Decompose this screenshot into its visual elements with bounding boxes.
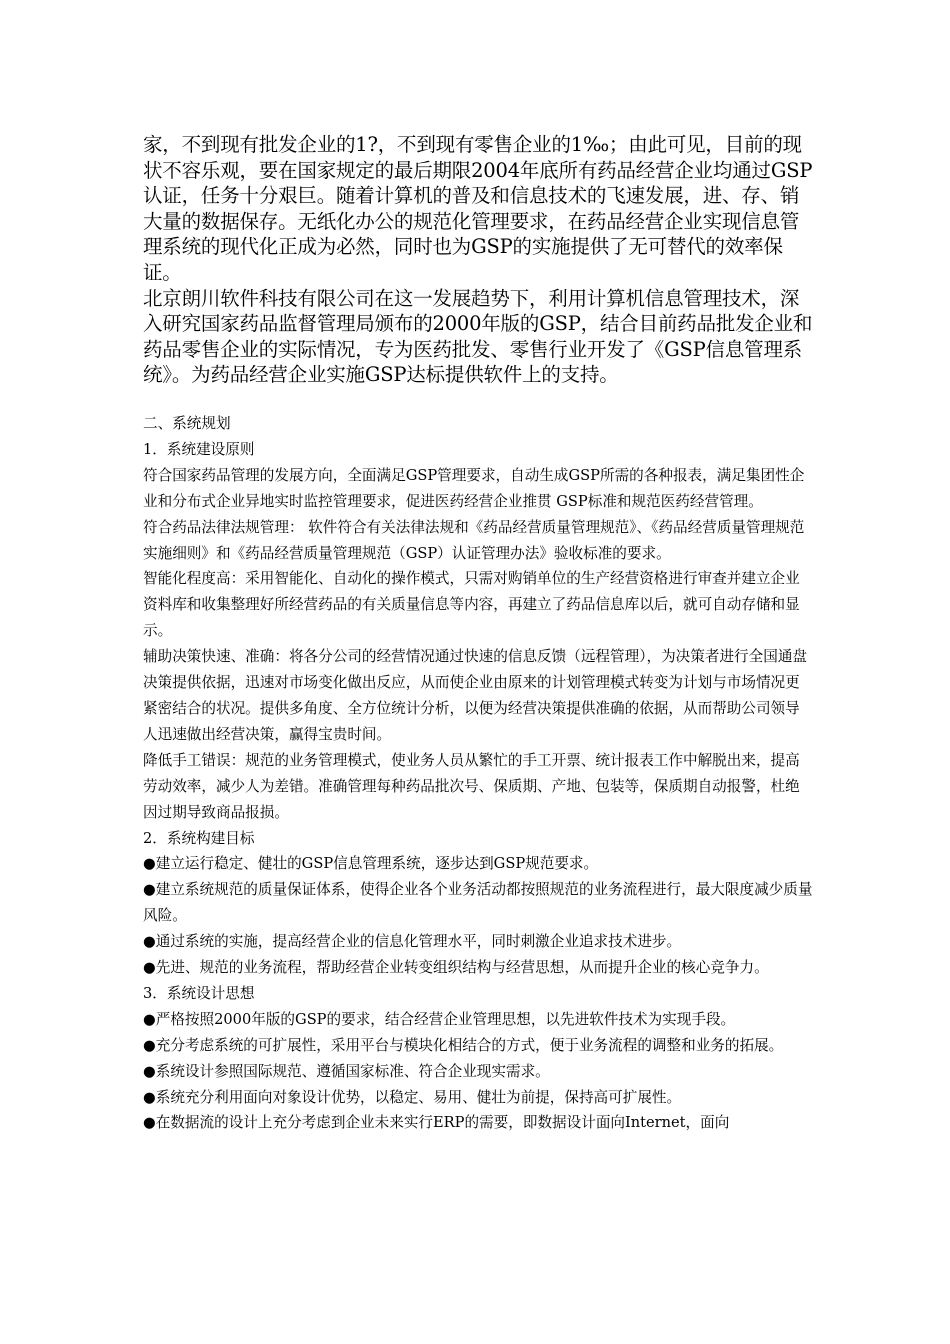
bullet-item: ●严格按照2000年版的GSP的要求，结合经营企业管理思想，以先进软件技术为实现手段。 — [143, 1010, 736, 1028]
bullet-item: ●在数据流的设计上充分考虑到企业未来实行ERP的需要，即数据设计面向Internet，面向 — [143, 1114, 730, 1132]
bullet-item: ●建立运行稳定、健壮的GSP信息管理系统，逐步达到GSP规范要求。 — [143, 855, 599, 873]
subsection-heading: 1．系统建设原则 — [143, 440, 255, 458]
bullet-item: ●建立系统规范的质量保证体系，使得企业各个业务活动都按照规范的业务流程进行，最大限度减少质量风险。 — [143, 881, 813, 925]
paragraph: 辅助决策快速、准确：将各分公司的经营情况通过快速的信息反馈（远程管理），为决策者进行全国通盘决策提供依据，迅速对市场变化做出反应，从而使企业由原来的计划管理模式转变为计划与市场情况更紧密结合的状况。提供多角度、全方位统计分析，以便为经营决策提供准确的依据，从而帮助公司领导人迅速做出经营决策，赢得宝贵时间。 — [143, 648, 808, 743]
bullet-item: ●系统充分利用面向对象设计优势，以稳定、易用、健壮为前提，保持高可扩展性。 — [143, 1088, 682, 1106]
subsection-heading: 3．系统设计思想 — [143, 984, 255, 1002]
bullet-item: ●先进、规范的业务流程，帮助经营企业转变组织结构与经营思想，从而提升企业的核心竞争力。 — [143, 959, 769, 977]
paragraph: 智能化程度高：采用智能化、自动化的操作模式，只需对购销单位的生产经营资格进行审查并建立企业资料库和收集整理好所经营药品的有关质量信息等内容，再建立了药品信息库以后，就可自动存储和显示。 — [143, 570, 800, 640]
bullet-item: ●通过系统的实施，提高经营企业的信息化管理水平，同时刺激企业追求技术进步。 — [143, 933, 682, 951]
subsection-heading: 2．系统构建目标 — [143, 829, 255, 847]
paragraph: 符合国家药品管理的发展方向，全面满足GSP管理要求，自动生成GSP所需的各种报表，满足集团性企业和分布式企业异地实时监控管理要求，促进医药经营企业推贯 GSP标准和规范医药经营管理。 — [143, 466, 805, 510]
intro-paragraph: 家，不到现有批发企业的1?，不到现有零售企业的1‰；由此可见，目前的现状不容乐观，要在国家规定的最后期限2004年底所有药品经营企业均通过GSP认证，任务十分艰巨。随着计算机的普及和信息技术的飞速发展，进、存、销大量的数据保存。无纸化办公的规范化管理要求，在药品经营企业实现信息管理系统的现代化正成为必然，同时也为GSP的实施提供了无可替代的效率保证。 — [143, 133, 813, 284]
paragraph: 降低手工错误：规范的业务管理模式，使业务人员从繁忙的手工开票、统计报表工作中解脱出来，提高劳动效率，减少人为差错。准确管理每种药品批次号、保质期、产地、包装等，保质期自动报警，杜绝因过期导致商品报损。 — [143, 751, 800, 821]
section-system-planning — [143, 411, 813, 1136]
paragraph: 符合药品法律法规管理： 软件符合有关法律法规和《药品经营质量管理规范》、《药品经营质量管理规范实施细则》和《药品经营质量管理规范（GSP）认证管理办法》验收标准的要求。 — [143, 518, 805, 562]
bullet-item: ●系统设计参照国际规范、遵循国家标准、符合企业现实需求。 — [143, 1062, 550, 1080]
bullet-item: ●充分考虑系统的可扩展性，采用平台与模块化相结合的方式，便于业务流程的调整和业务的拓展。 — [143, 1036, 784, 1054]
section-heading: 二、系统规划 — [143, 415, 231, 432]
intro-paragraph: 北京朗川软件科技有限公司在这一发展趋势下，利用计算机信息管理技术，深入研究国家药品监督管理局颁布的2000年版的GSP，结合目前药品批发企业和药品零售企业的实际情况，专为医药批发、零售行业开发了《GSP信息管理系统》。为药品经营企业实施GSP达标提供软件上的支持。 — [143, 286, 813, 387]
intro-block — [143, 132, 815, 388]
